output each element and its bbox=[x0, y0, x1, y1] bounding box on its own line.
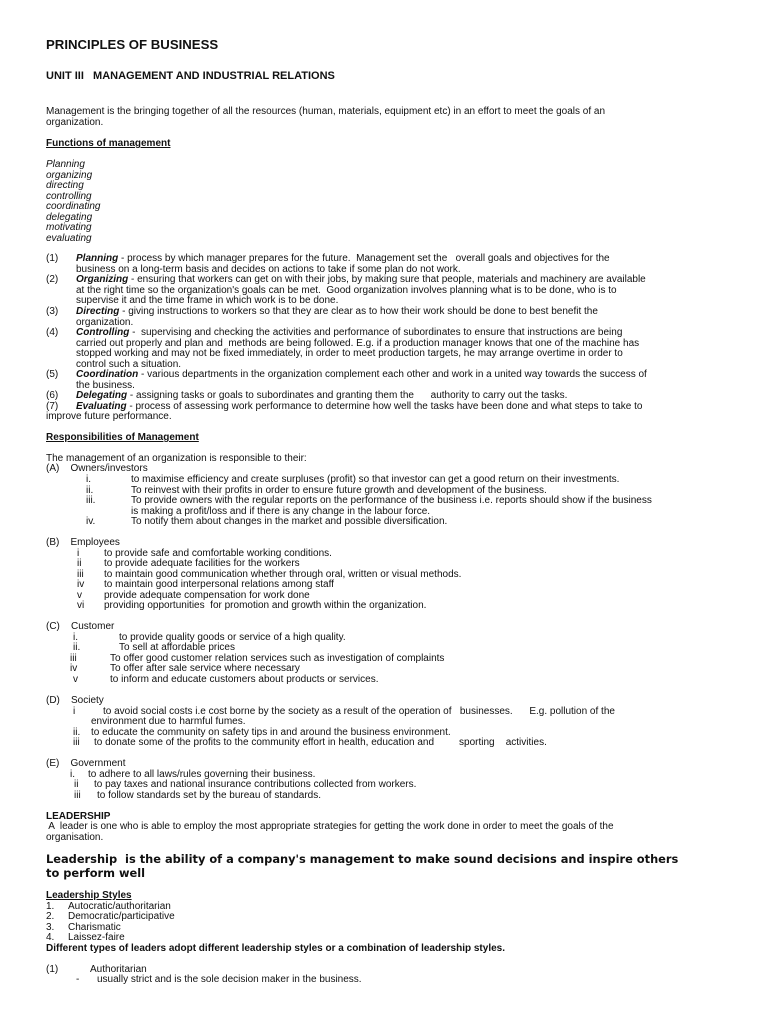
styles-note: Different types of leaders adopt different leadership styles or a combination of leadership styles. bbox=[46, 943, 506, 954]
item-numeral: i bbox=[73, 706, 76, 717]
style-name: Autocratic/authoritarian bbox=[68, 901, 171, 912]
item-numeral: ii. bbox=[86, 485, 94, 496]
item-text: To provide owners with the regular reports on the performance of the business i.e. reports should show if the business bbox=[131, 495, 652, 506]
stakeholder-label: (E) Government bbox=[46, 758, 126, 769]
function-definition bbox=[76, 369, 647, 380]
stakeholder-label: (C) Customer bbox=[46, 621, 115, 632]
item-numeral: ii. bbox=[73, 642, 81, 653]
item-text: to adhere to all laws/rules governing their business. bbox=[88, 769, 316, 780]
function-term: Organizing bbox=[76, 274, 129, 285]
item-text: to maintain good interpersonal relations among staff bbox=[104, 579, 334, 590]
function-text: at the right time so the organization's goals can be met. Good organization involves planning what is to be done, who is to bbox=[76, 285, 617, 296]
item-numeral: iii bbox=[77, 569, 84, 580]
item-numeral: iv. bbox=[86, 516, 96, 527]
item-text: To offer after sale service where necessary bbox=[110, 663, 300, 674]
leadership-definition: organisation. bbox=[46, 832, 104, 843]
item-numeral: ii. bbox=[73, 727, 81, 738]
item-text: to pay taxes and national insurance contributions collected from workers. bbox=[94, 779, 417, 790]
item-text: to follow standards set by the bureau of standards. bbox=[97, 790, 322, 801]
style-name: Democratic/participative bbox=[68, 911, 175, 922]
bullet-dash: - bbox=[76, 974, 80, 985]
stakeholder-label: (B) Employees bbox=[46, 537, 120, 548]
item-numeral: iv bbox=[70, 663, 78, 674]
function-term: Planning bbox=[76, 253, 119, 264]
item-numeral: i. bbox=[70, 769, 75, 780]
function-number: (7) bbox=[46, 401, 59, 412]
function-list-item: delegating bbox=[46, 212, 93, 223]
function-text: - supervising and checking the activities and performance of subordinates to ensure that instructions are being bbox=[129, 327, 623, 338]
responsibilities-intro: The management of an organization is responsible to their: bbox=[46, 453, 307, 464]
function-text: - giving instructions to workers so that they are clear as to how their work should be done to best benefit the bbox=[119, 306, 598, 317]
item-numeral: v bbox=[73, 674, 78, 685]
function-list-item: coordinating bbox=[46, 201, 101, 212]
item-text: to provide adequate facilities for the workers bbox=[104, 558, 300, 569]
styles-heading: Leadership Styles bbox=[46, 890, 132, 901]
item-text: to provide quality goods or service of a high quality. bbox=[119, 632, 346, 643]
function-term: Controlling bbox=[76, 327, 130, 338]
style-name: Laissez-faire bbox=[68, 932, 125, 943]
item-numeral: i bbox=[77, 548, 80, 559]
style-number: 2. bbox=[46, 911, 55, 922]
style-section-number: (1) bbox=[46, 964, 59, 975]
item-text: to maximise efficiency and create surpluses (profit) so that investor can get a good return on their investments. bbox=[131, 474, 620, 485]
function-term: Coordination bbox=[76, 369, 139, 380]
responsibilities-heading: Responsibilities of Management bbox=[46, 432, 199, 443]
item-numeral: i. bbox=[86, 474, 91, 485]
functions-heading: Functions of management bbox=[46, 138, 171, 149]
unit-heading: UNIT III MANAGEMENT AND INDUSTRIAL RELATIONS bbox=[46, 70, 335, 82]
function-number: (2) bbox=[46, 274, 59, 285]
item-numeral: iii bbox=[70, 653, 77, 664]
function-text: - process by which manager prepares for the future. Management set the overall goals and objectives for the bbox=[118, 253, 610, 264]
function-text: control such a situation. bbox=[76, 359, 182, 370]
function-number: (3) bbox=[46, 306, 59, 317]
intro-line: Management is the bringing together of all the resources (human, materials, equipment etc) in an effort to meet the goals of an bbox=[46, 106, 606, 117]
function-text: - ensuring that workers can get on with their jobs, by making sure that people, materials and machinery are available bbox=[128, 274, 646, 285]
item-text: to avoid social costs i.e cost borne by the society as a result of the operation of businesses. E.g. pollution of the bbox=[103, 706, 615, 717]
function-term: Delegating bbox=[76, 390, 128, 401]
function-list-item: evaluating bbox=[46, 233, 92, 244]
stakeholder-label: (D) Society bbox=[46, 695, 104, 706]
item-text: to educate the community on safety tips in and around the business environment. bbox=[91, 727, 451, 738]
style-description: usually strict and is the sole decision maker in the business. bbox=[97, 974, 362, 985]
item-text: to inform and educate customers about products or services. bbox=[110, 674, 379, 685]
item-numeral: iii bbox=[74, 790, 81, 801]
function-text: organization. bbox=[76, 317, 134, 328]
function-text: - process of assessing work performance to determine how well the tasks have been done and what steps to take to bbox=[126, 401, 643, 412]
function-list-item: organizing bbox=[46, 170, 93, 181]
style-section-title: Authoritarian bbox=[90, 964, 147, 975]
function-definition bbox=[76, 274, 646, 285]
function-text: - assigning tasks or goals to subordinates and granting them the authority to carry out the tasks. bbox=[127, 390, 568, 401]
leadership-statement: Leadership is the ability of a company's management to make sound decisions and inspire others bbox=[46, 852, 679, 866]
item-numeral: iv bbox=[77, 579, 85, 590]
function-text: supervise it and the time frame in which work is to be done. bbox=[76, 295, 339, 306]
function-number: (6) bbox=[46, 390, 59, 401]
function-term: Evaluating bbox=[76, 401, 127, 412]
item-numeral: iii. bbox=[86, 495, 96, 506]
function-list-item: controlling bbox=[46, 191, 92, 202]
function-list-item: motivating bbox=[46, 222, 92, 233]
function-text: - various departments in the organization complement each other and work in a united way towards the success of bbox=[138, 369, 647, 380]
item-text: providing opportunities for promotion and growth within the organization. bbox=[104, 600, 427, 611]
function-definition bbox=[76, 390, 567, 401]
document-title: PRINCIPLES OF BUSINESS bbox=[46, 37, 219, 52]
item-numeral: i. bbox=[73, 632, 78, 643]
item-text: To reinvest with their profits in order to ensure future growth and development of the business. bbox=[131, 485, 547, 496]
item-text: To offer good customer relation services such as investigation of complaints bbox=[110, 653, 445, 664]
function-definition bbox=[76, 327, 622, 338]
leadership-heading: LEADERSHIP bbox=[46, 811, 111, 822]
item-text: provide adequate compensation for work done bbox=[104, 590, 310, 601]
function-number: (4) bbox=[46, 327, 59, 338]
item-numeral: v bbox=[77, 590, 82, 601]
function-text: stopped working and may not be fixed immediately, in order to meet production targets, he may arrange overtime in order to bbox=[76, 348, 623, 359]
item-text: environment due to harmful fumes. bbox=[91, 716, 246, 727]
leadership-definition: A leader is one who is able to employ the most appropriate strategies for getting the work done in order to meet the goals of the bbox=[46, 821, 614, 832]
item-text: To sell at affordable prices bbox=[119, 642, 235, 653]
function-list-item: Planning bbox=[46, 159, 85, 170]
function-term: Directing bbox=[76, 306, 120, 317]
item-numeral: ii bbox=[74, 779, 79, 790]
function-list-item: directing bbox=[46, 180, 84, 191]
item-text: to maintain good communication whether through oral, written or visual methods. bbox=[104, 569, 462, 580]
function-text: carried out properly and plan and methods are being followed. E.g. if a production manager knows that one of the machine has bbox=[76, 338, 640, 349]
function-number: (5) bbox=[46, 369, 59, 380]
item-numeral: ii bbox=[77, 558, 82, 569]
function-text: the business. bbox=[76, 380, 135, 391]
function-definition bbox=[76, 253, 610, 264]
style-number: 4. bbox=[46, 932, 55, 943]
style-number: 3. bbox=[46, 922, 55, 933]
style-name: Charismatic bbox=[68, 922, 121, 933]
item-numeral: vi bbox=[77, 600, 85, 611]
item-text: to provide safe and comfortable working conditions. bbox=[104, 548, 332, 559]
item-text: To notify them about changes in the market and possible diversification. bbox=[131, 516, 448, 527]
stakeholder-label: (A) Owners/investors bbox=[46, 463, 148, 474]
item-text: is making a profit/loss and if there is any change in the labour force. bbox=[131, 506, 431, 517]
style-number: 1. bbox=[46, 901, 55, 912]
item-text: to donate some of the profits to the community effort in health, education and sporting activities. bbox=[94, 737, 547, 748]
function-definition bbox=[76, 306, 598, 317]
leadership-statement: to perform well bbox=[46, 866, 146, 880]
function-text: business on a long-term basis and decides on actions to take if some plan do not work. bbox=[76, 264, 461, 275]
function-text: improve future performance. bbox=[46, 411, 172, 422]
intro-line: organization. bbox=[46, 117, 104, 128]
item-numeral: iii bbox=[73, 737, 80, 748]
function-number: (1) bbox=[46, 253, 59, 264]
